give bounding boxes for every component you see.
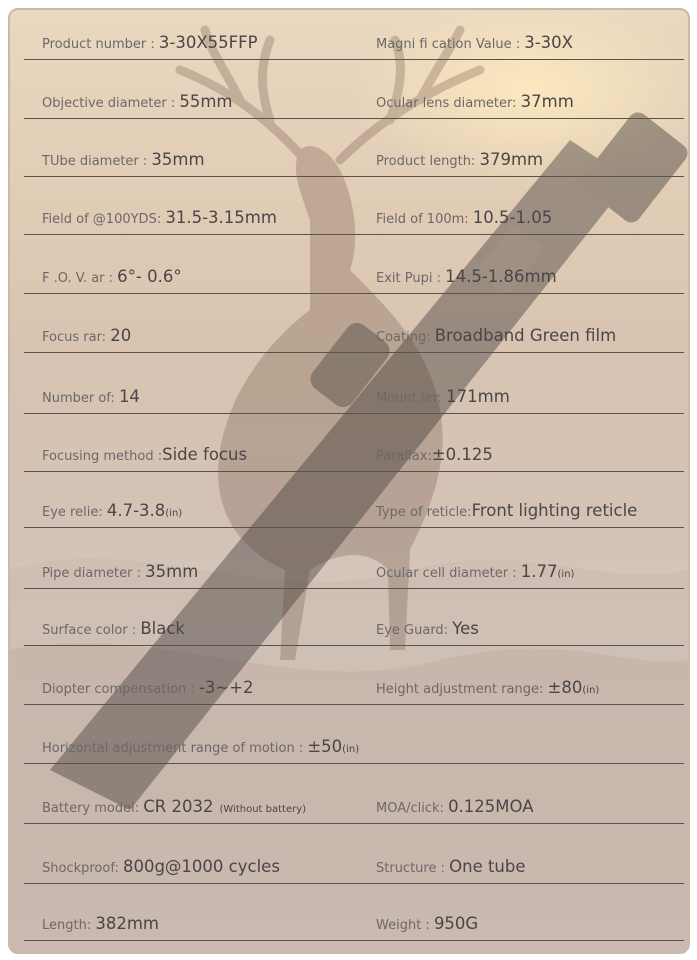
- spec-diopter-compensation: Diopter compensation : -3~+2: [42, 678, 254, 697]
- spec-row-focus: [24, 294, 684, 353]
- spec-magnification: Magni fi cation Value : 3-30X: [376, 33, 573, 52]
- spec-pipe-diameter: Pipe diameter : 35mm: [42, 562, 199, 581]
- spec-row-battery: [24, 764, 684, 824]
- spec-moa-click: MOA/click: 0.125MOA: [376, 797, 534, 816]
- spec-focusing-method: Focusing method :Side focus: [42, 445, 248, 464]
- spec-row-shockproof: [24, 824, 684, 884]
- spec-row-pipe: [24, 528, 684, 589]
- spec-row-surface: [24, 589, 684, 646]
- spec-focus-range: Focus rar: 20: [42, 326, 132, 345]
- spec-row-product-number: [24, 10, 684, 60]
- spec-shockproof: Shockproof: 800g@1000 cycles: [42, 857, 280, 876]
- spec-height-adjustment: Height adjustment range: ±80(in): [376, 678, 600, 697]
- spec-row-diopter: [24, 646, 684, 705]
- spec-objective-diameter: Objective diameter : 55mm: [42, 92, 233, 111]
- spec-ocular-lens-diameter: Ocular lens diameter: 37mm: [376, 92, 574, 111]
- spec-row-focusing: [24, 414, 684, 472]
- spec-row-field: [24, 177, 684, 235]
- spec-mount-length: Mount ler: 171mm: [376, 387, 510, 406]
- spec-surface-color: Surface color : Black: [42, 619, 185, 638]
- spec-row-eye-relief: [24, 472, 684, 528]
- spec-coating: Coating: Broadband Green film: [376, 326, 617, 345]
- spec-reticle-type: Type of reticle:Front lighting reticle: [376, 501, 638, 520]
- spec-field-100m: Field of 100m: 10.5-1.05: [376, 208, 553, 227]
- spec-product-number: Product number : 3-30X55FFP: [42, 33, 258, 52]
- spec-eye-guard: Eye Guard: Yes: [376, 619, 479, 638]
- spec-structure: Structure : One tube: [376, 857, 526, 876]
- spec-tube-diameter: TUbe diameter : 35mm: [42, 150, 205, 169]
- spec-row-horizontal: [24, 705, 684, 764]
- spec-weight: Weight : 950G: [376, 914, 479, 933]
- spec-row-length: [24, 884, 684, 941]
- spec-product-length: Product length: 379mm: [376, 150, 544, 169]
- spec-field-100yds: Field of @100YDS: 31.5-3.15mm: [42, 208, 277, 227]
- spec-number-of: Number of: 14: [42, 387, 140, 406]
- spec-row-objective: [24, 60, 684, 119]
- spec-exit-pupil: Exit Pupi : 14.5-1.86mm: [376, 267, 557, 286]
- spec-parallax: Parallax:±0.125: [376, 445, 493, 464]
- spec-row-number: [24, 353, 684, 414]
- spec-fov: F .O. V. ar : 6°- 0.6°: [42, 267, 182, 286]
- spec-row-fov: [24, 235, 684, 294]
- spec-row-tube: [24, 119, 684, 177]
- spec-ocular-cell-diameter: Ocular cell diameter : 1.77(in): [376, 562, 575, 581]
- spec-length: Length: 382mm: [42, 914, 159, 933]
- spec-sheet: [8, 8, 690, 954]
- spec-battery-model: Battery model: CR 2032 (Without battery): [42, 797, 307, 816]
- spec-horizontal-adjustment: Horizontal adjustment range of motion : ±50(in): [42, 737, 360, 756]
- spec-eye-relief: Eye relie: 4.7-3.8(in): [42, 501, 183, 520]
